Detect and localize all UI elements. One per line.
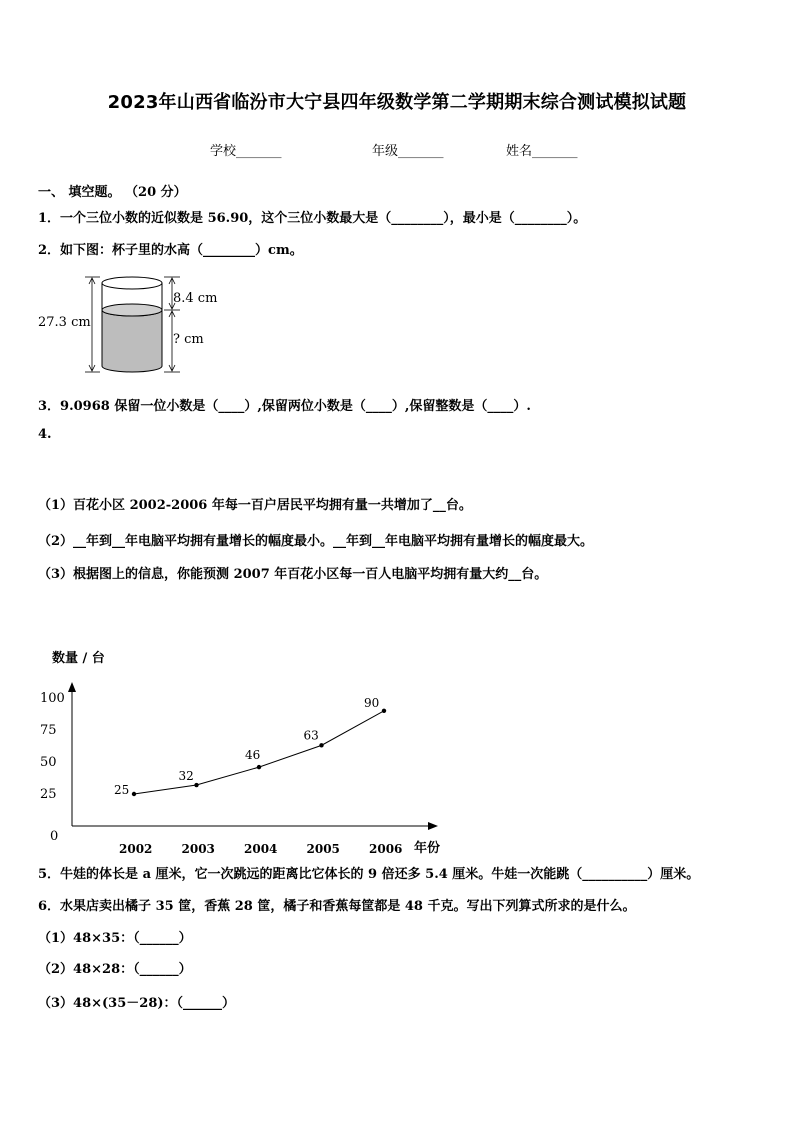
- question-5: 5．牛娃的体长是 a 厘米，它一次跳远的距离比它体长的 9 倍还多 5.4 厘米。牛娃一次能跳（__________）厘米。: [38, 867, 700, 882]
- data-label: 46: [245, 748, 261, 763]
- line-chart: [30, 640, 470, 862]
- cylinder-figure: [30, 270, 230, 386]
- question-1: 1．一个三位小数的近似数是 56.90，这个三位小数最大是（________），最小是（________）。: [38, 211, 587, 226]
- data-point: [319, 743, 323, 747]
- y-axis-arrow: [68, 682, 76, 692]
- school-field: 学校_______: [210, 144, 282, 159]
- question-4-part-1: （1）百花小区 2002-2006 年每一百户居民平均拥有量一共增加了__台。: [38, 498, 472, 513]
- y-tick-label: 0: [50, 829, 59, 844]
- water-height-label: ? cm: [173, 332, 204, 347]
- data-point: [257, 765, 261, 769]
- chart-marks: [114, 696, 386, 797]
- x-tick-label: 2002: [119, 842, 153, 856]
- data-label: 90: [364, 695, 380, 710]
- y-tick-label: 100: [40, 691, 65, 706]
- data-point: [194, 783, 198, 787]
- question-4-part-2: （2）__年到__年电脑平均拥有量增长的幅度最小。__年到__年电脑平均拥有量增长的幅度最大。: [38, 534, 594, 549]
- question-6: 6．水果店卖出橘子 35 筐，香蕉 28 筐，橘子和香蕉每筐都是 48 千克。写出下列算式所求的是什么。: [38, 899, 636, 914]
- data-label: 63: [303, 728, 319, 743]
- x-tick-label: 2003: [181, 842, 215, 856]
- cylinder-body: [102, 277, 162, 372]
- x-tick-label: 2005: [306, 842, 340, 856]
- y-tick-label: 50: [40, 755, 57, 770]
- question-2: 2．如下图：杯子里的水高（________）cm。: [38, 243, 303, 258]
- question-6-part-3: （3）48×(35－28)：（______）: [38, 996, 236, 1011]
- chart-x-axis-title: 年份: [414, 841, 441, 856]
- name-field: 姓名_______: [506, 144, 578, 159]
- y-tick-label: 25: [40, 787, 57, 802]
- chart-y-axis-title: 数量 / 台: [52, 651, 105, 666]
- total-height-label: 27.3 cm: [38, 315, 91, 330]
- data-point: [132, 792, 136, 796]
- question-6-part-1: （1）48×35：（______）: [38, 931, 192, 946]
- page-title: 2023年山西省临汾市大宁县四年级数学第二学期期末综合测试模拟试题: [107, 92, 687, 113]
- grade-field: 年级_______: [372, 144, 444, 159]
- y-tick-label: 75: [40, 723, 57, 738]
- x-tick-label: 2004: [244, 842, 278, 856]
- question-6-part-2: （2）48×28：（______）: [38, 962, 192, 977]
- question-3: 3．9.0968 保留一位小数是（____）,保留两位小数是（____）,保留整数是（____）.: [38, 399, 531, 414]
- data-label: 32: [178, 769, 194, 784]
- data-point: [382, 709, 386, 713]
- question-4-part-3: （3）根据图上的信息，你能预测 2007 年百花小区每一百人电脑平均拥有量大约__台。: [38, 567, 548, 582]
- section-title: 一、 填空题。 （20 分）: [38, 185, 187, 200]
- x-tick-label: 2006: [369, 842, 403, 856]
- question-4: 4.: [38, 427, 52, 442]
- x-axis-arrow: [428, 822, 438, 830]
- top-gap-label: 8.4 cm: [173, 291, 218, 306]
- data-label: 25: [114, 783, 130, 797]
